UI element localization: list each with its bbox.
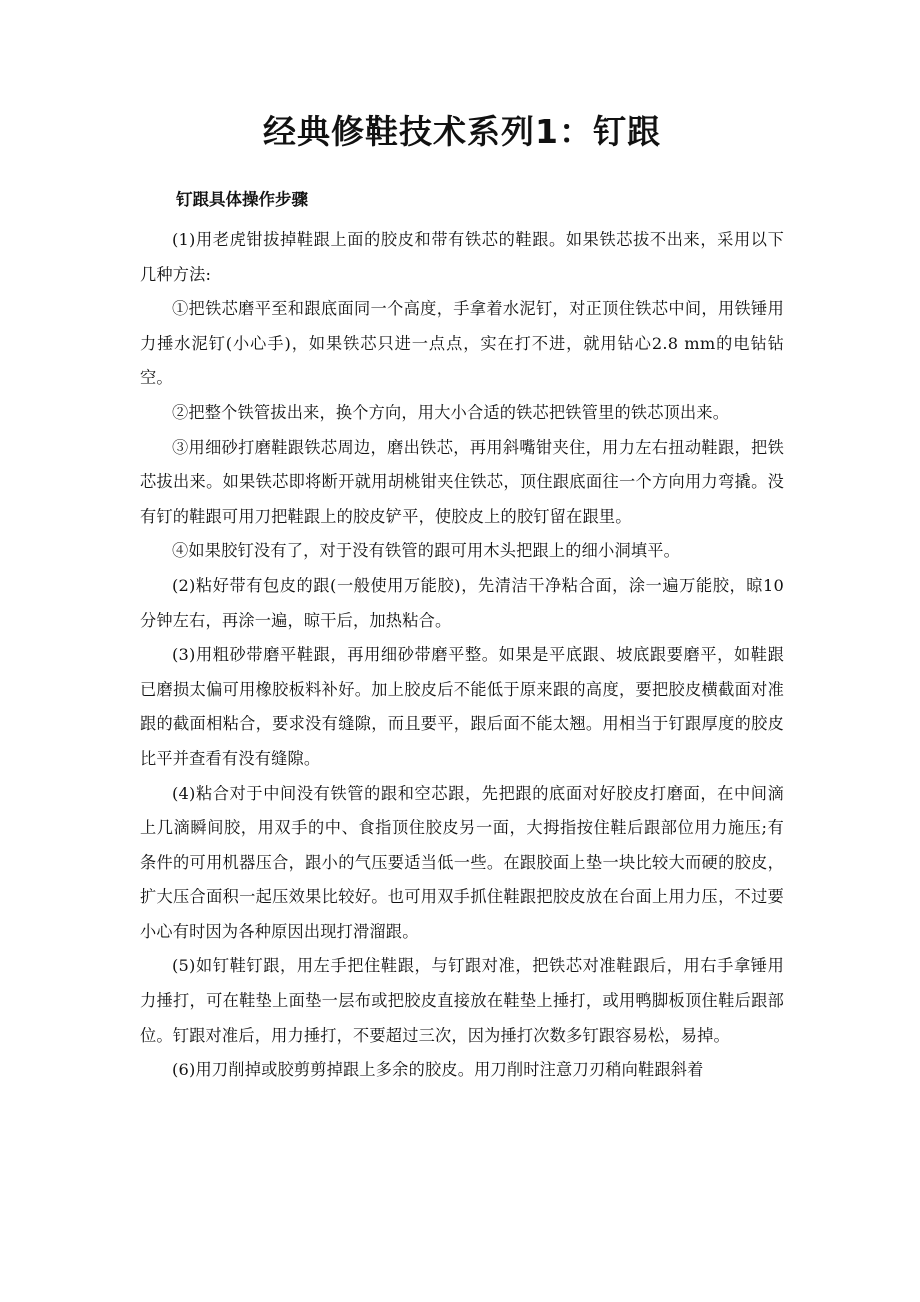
document-title: 经典修鞋技术系列1：钉跟 <box>263 112 661 151</box>
paragraph-method-1: ①把铁芯磨平至和跟底面同一个高度，手拿着水泥钉，对正顶住铁芯中间，用铁锤用力捶水泥钉(小心手)，如果铁芯只进一点点，实在打不进，就用钻心2.8 mm的电钻钻空。 <box>140 299 784 388</box>
paragraph-step-6: (6)用刀削掉或胶剪剪掉跟上多余的胶皮。用刀削时注意刀刃稍向鞋跟斜着 <box>172 1060 704 1080</box>
paragraph-step-3: (3)用粗砂带磨平鞋跟，再用细砂带磨平整。如果是平底跟、坡底跟要磨平，如鞋跟已磨损太偏可用橡胶板料补好。加上胶皮后不能低于原来跟的高度，要把胶皮横截面对准跟的截面相粘合，要求没有缝隙，而且要平，跟后面不能太翘。用相当于钉跟厚度的胶皮比平并查看有没有缝隙。 <box>140 645 784 768</box>
paragraph-step-1: (1)用老虎钳拔掉鞋跟上面的胶皮和带有铁芯的鞋跟。如果铁芯拔不出来，采用以下几种方法: <box>140 230 784 284</box>
paragraph-step-4: (4)粘合对于中间没有铁管的跟和空芯跟，先把跟的底面对好胶皮打磨面，在中间滴上几滴瞬间胶，用双手的中、食指顶住胶皮另一面，大拇指按住鞋后跟部位用力施压;有条件的可用机器压合，跟小的气压要适当低一些。在跟胶面上垫一块比较大而硬的胶皮，扩大压合面积一起压效果比较好。也可用双手抓住鞋跟把胶皮放在台面上用力压，不过要小心有时因为各种原因出现打滑溜跟。 <box>140 783 784 941</box>
paragraph-method-4: ④如果胶钉没有了，对于没有铁管的跟可用木头把跟上的细小洞填平。 <box>172 541 681 561</box>
paragraph-method-3: ③用细砂打磨鞋跟铁芯周边，磨出铁芯，再用斜嘴钳夹住，用力左右扭动鞋跟，把铁芯拔出来。如果铁芯即将断开就用胡桃钳夹住铁芯，顶住跟底面往一个方向用力弯撬。没有钉的鞋跟可用刀把鞋跟上的胶皮铲平，使胶皮上的胶钉留在跟里。 <box>140 437 784 526</box>
paragraph-method-2: ②把整个铁管拔出来，换个方向，用大小合适的铁芯把铁管里的铁芯顶出来。 <box>172 402 730 422</box>
paragraph-step-2: (2)粘好带有包皮的跟(一般使用万能胶)，先清洁干净粘合面，涂一遍万能胶，晾10分钟左右，再涂一遍，晾干后，加热粘合。 <box>140 575 784 630</box>
document-page <box>140 110 784 1088</box>
section-heading: 钉跟具体操作步骤 <box>176 190 308 209</box>
paragraph-step-5: (5)如钉鞋钉跟，用左手把住鞋跟，与钉跟对准，把铁芯对准鞋跟后，用右手拿锤用力捶打，可在鞋垫上面垫一层布或把胶皮直接放在鞋垫上捶打，或用鸭脚板顶住鞋后跟部位。钉跟对准后，用力捶打，不要超过三次，因为捶打次数多钉跟容易松，易掉。 <box>140 956 784 1045</box>
